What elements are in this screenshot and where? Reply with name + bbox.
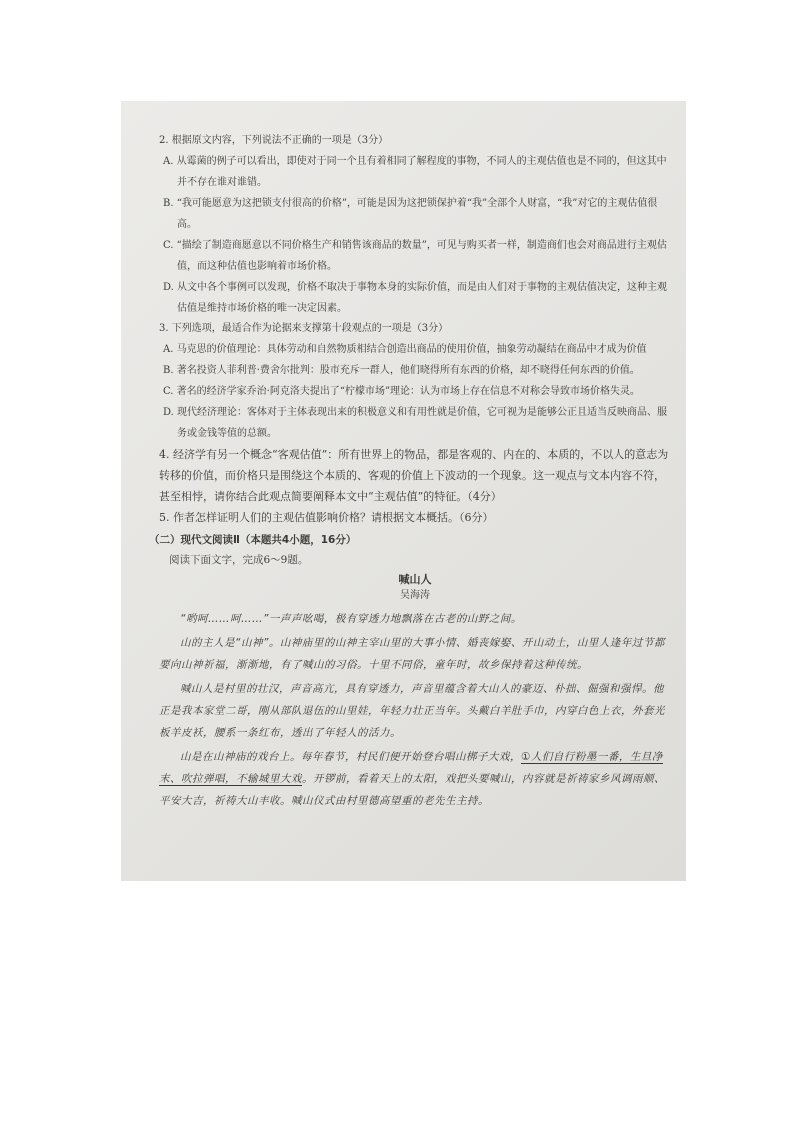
- question-2-option-c: C. “描绘了制造商愿意以不同价格生产和销售该商品的数量”，可见与购买者一样，制造商们也会对商品进行主观估值，而这种估值也影响着市场价格。: [163, 240, 667, 272]
- question-3: [159, 319, 671, 444]
- reading-instruction: 阅读下面文字，完成6～9题。: [169, 554, 309, 566]
- story-author: 吴海涛: [400, 590, 430, 601]
- question-3-option-a: A. 马克思的价值理论：具体劳动和自然物质相结合创造出商品的使用价值，抽象劳动凝结在商品中才成为价值: [163, 344, 647, 355]
- question-5: 5. 作者怎样证明人们的主观估值影响价格？请根据文本概括。（6分）: [159, 511, 494, 524]
- section-heading: （二）现代文阅读Ⅱ（本题共4小题，16分）: [149, 534, 357, 546]
- question-3-option-d: D. 现代经济理论：客体对于主体表现出来的积极意义和有用性就是价值，它可视为是能够公正且适当反映商品、服务或金钱等值的总额。: [163, 407, 668, 439]
- story-paragraph-3: 喊山人是村里的壮汉，声音高亢，具有穿透力，声音里蕴含着大山人的豪迈、朴拙、倔强和强悍。他正是我本家堂二哥，刚从部队退伍的山里娃，年轻力壮正当年。头戴白羊肚手巾，内穿白色上衣，外套光板羊皮袄，腰系一条红布，透出了年轻人的活力。: [159, 683, 665, 739]
- question-2: [159, 131, 671, 319]
- question-4: 4. 经济学有另一个概念“客观估值”：所有世界上的物品，都是客观的、内在的、本质的，不以人的意志为转移的价值，而价格只是围绕这个本质的、客观的价值上下波动的一个现象。这一观点与文本内容不符，甚至相悖，请你结合此观点简要阐释本文中“主观估值”的特征。（4分）: [159, 448, 669, 503]
- exam-page-photo: [121, 101, 686, 881]
- story-title: 喊山人: [398, 573, 432, 586]
- exam-page-content: [149, 131, 671, 814]
- question-3-option-c: C. 著名的经济学家乔治·阿克洛夫提出了“柠檬市场”理论：认为市场上存在信息不对称会导致市场价格失灵。: [163, 386, 641, 397]
- story-paragraph-1: “哟呵……呵……”一声声吆喝，极有穿透力地飘落在古老的山野之间。: [180, 613, 522, 625]
- question-2-option-d: D. 从文中各个事例可以发现，价格不取决于事物本身的实际价值，而是由人们对于事物的主观估值决定，这种主观估值是维持市场价格的唯一决定因素。: [163, 282, 668, 314]
- question-2-option-b: B. “我可能愿意为这把锁支付很高的价格”，可能是因为这把锁保护着“我”全部个人财富，“我”对它的主观估值很高。: [163, 198, 658, 230]
- story-paragraph-2: 山的主人是“山神”。山神庙里的山神主宰山里的大事小情、婚丧嫁娶、开山动土，山里人逢年过节都要向山神祈福，渐渐地，有了喊山的习俗。十里不同俗，童年时，故乡保持着这种传统。: [159, 637, 665, 671]
- question-2-stem: 2. 根据原文内容，下列说法不正确的一项是（3分）: [159, 135, 389, 146]
- story-paragraph-4-end: 。开锣前，看着天上的太阳，戏把头要喊山，内容就是祈祷家乡风调雨顺、平安大吉，祈祷大山丰收。喊山仪式由村里德高望重的老先生主持。: [159, 773, 665, 807]
- story-paragraph-4: [159, 746, 671, 812]
- question-3-option-b: B. 著名投资人菲利普·费舍尔批判：股市充斥一群人，他们晓得所有东西的价格，却不晓得任何东西的价值。: [163, 365, 640, 376]
- question-3-stem: 3. 下列选项，最适合作为论据来支撑第十段观点的一项是（3分）: [159, 323, 449, 334]
- story-paragraph-4-start: 山是在山神庙的戏台上。每年春节，村民们便开始登台唱山梆子大戏，: [180, 751, 521, 763]
- question-2-option-a: A. 从霉菌的例子可以看出，即使对于同一个且有着相同了解程度的事物，不同人的主观估值也是不同的，但这其中并不存在谁对谁错。: [163, 156, 667, 188]
- underlined-sentence-1: ①人们自行粉墨一番，生旦净末、吹拉弹唱，不输城里大戏: [159, 751, 663, 785]
